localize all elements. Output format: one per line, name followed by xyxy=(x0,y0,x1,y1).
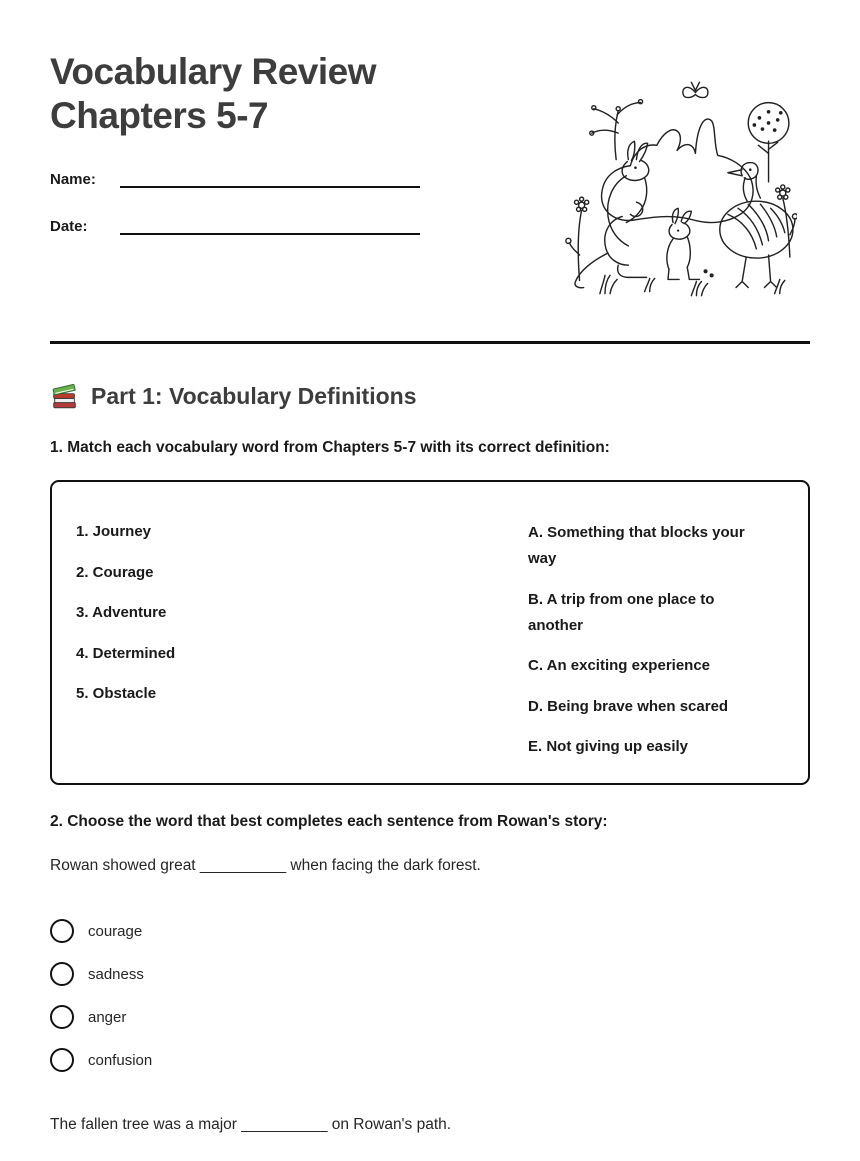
option-label: sadness xyxy=(88,965,144,983)
match-definition: D. Being brave when scared xyxy=(528,697,729,715)
radio-option-group xyxy=(50,919,810,1072)
option-courage[interactable] xyxy=(50,919,810,943)
date-input-line[interactable] xyxy=(120,211,420,235)
radio-button[interactable] xyxy=(50,1005,74,1029)
part1-heading-label: Part 1: Vocabulary Definitions xyxy=(91,382,417,409)
name-label: Name: xyxy=(50,171,96,188)
question-1: 1. Match each vocabulary word from Chapters 5-7 with its correct definition: xyxy=(50,439,610,456)
match-definition: C. An exciting experience xyxy=(528,657,711,674)
match-definition: B. A trip from one place to another xyxy=(528,590,715,634)
match-word: 3. Adventure xyxy=(76,604,167,621)
australian-animals-illustration xyxy=(543,58,797,320)
option-label: courage xyxy=(88,922,143,940)
match-word: 2. Courage xyxy=(76,563,154,581)
option-sadness[interactable] xyxy=(50,962,810,986)
radio-button[interactable] xyxy=(50,1048,74,1072)
date-label: Date: xyxy=(50,218,88,235)
page-title-line2: Chapters 5-7 xyxy=(50,95,269,136)
question-2: 2. Choose the word that best completes each sentence from Rowan's story: xyxy=(50,813,608,830)
match-word: 4. Determined xyxy=(76,644,176,662)
match-definitions-column xyxy=(528,520,768,783)
option-label: confusion xyxy=(88,1051,153,1069)
radio-button[interactable] xyxy=(50,962,74,986)
option-confusion[interactable] xyxy=(50,1048,810,1072)
match-definition: E. Not giving up easily xyxy=(528,738,689,755)
radio-button[interactable] xyxy=(50,919,74,943)
match-definition: A. Something that blocks your way xyxy=(528,524,745,567)
match-words-column xyxy=(76,520,528,783)
kangaroo-emu-scene-icon xyxy=(543,58,797,320)
name-input-line[interactable] xyxy=(120,164,420,188)
match-word: 5. Obstacle xyxy=(76,685,157,702)
fill-blank-sentence-2: The fallen tree was a major __________ on Rowan's path. xyxy=(50,1116,452,1133)
option-anger[interactable] xyxy=(50,1005,810,1029)
books-stack-icon xyxy=(50,381,80,411)
fill-blank-sentence-1: Rowan showed great __________ when facing the dark forest. xyxy=(50,857,481,874)
option-label: anger xyxy=(88,1008,127,1026)
section-divider xyxy=(50,341,810,344)
match-word: 1. Journey xyxy=(76,523,152,540)
matching-box xyxy=(50,480,810,785)
part1-heading xyxy=(50,381,810,411)
page-title-line1: Vocabulary Review xyxy=(50,51,377,92)
